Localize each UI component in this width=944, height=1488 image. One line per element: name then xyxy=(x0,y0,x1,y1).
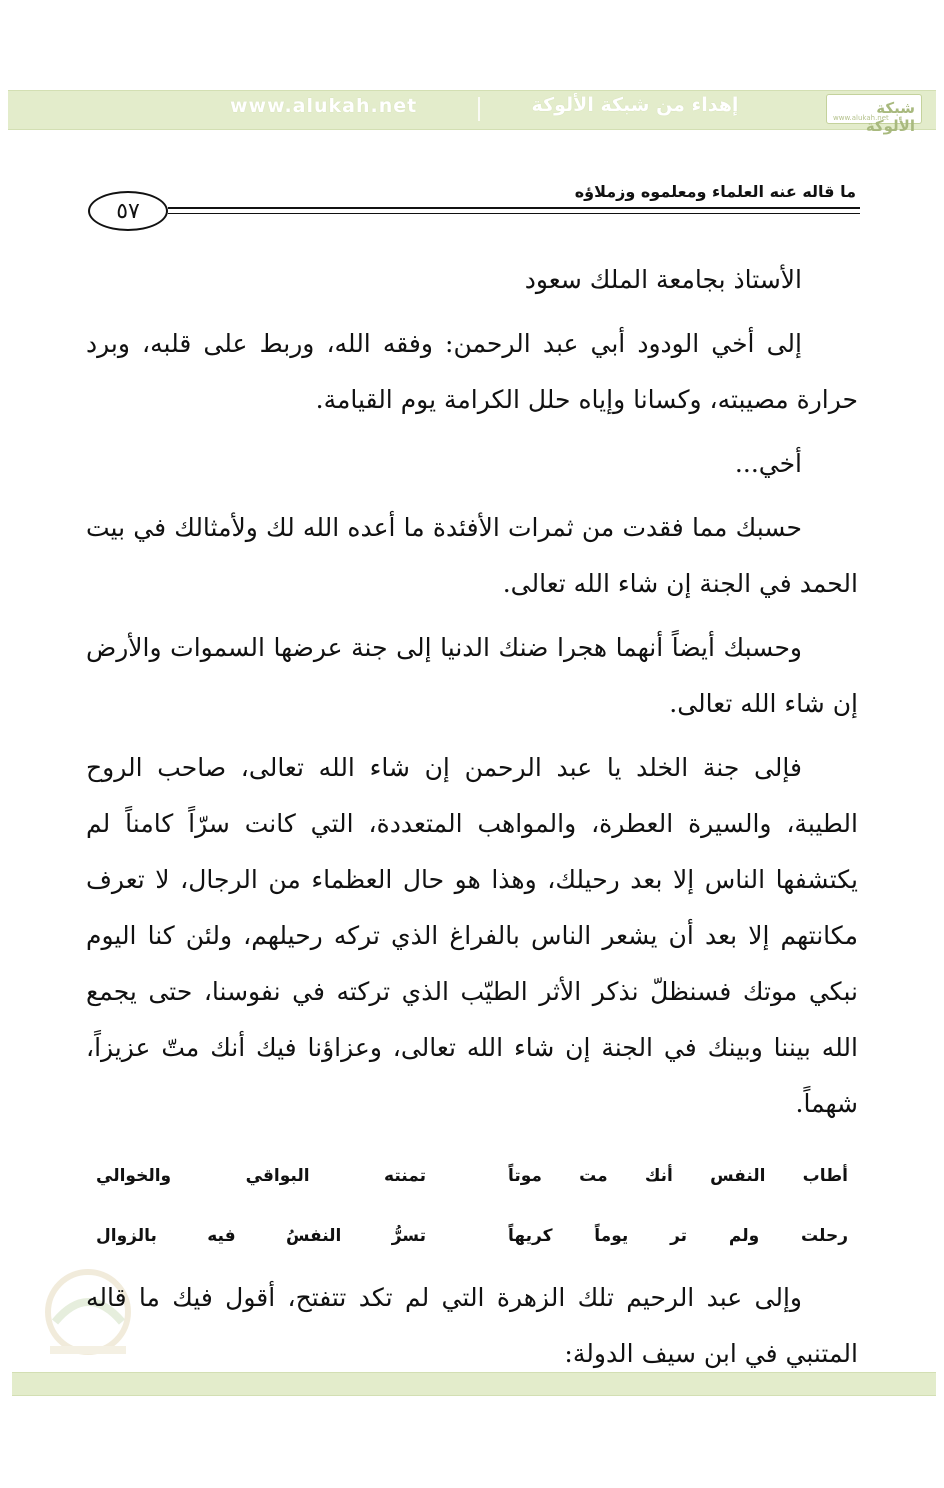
paragraph-4: حسبك مما فقدت من ثمرات الأفئدة ما أعده الله لك ولأمثالك في بيت الحمد في الجنة إن شاء الله تعالى. xyxy=(86,513,858,598)
poem-first-hemistich: أطاب النفس أنك مت موتاً xyxy=(508,1166,848,1186)
header-rule xyxy=(168,207,860,209)
header-rule-thin xyxy=(168,213,860,214)
banner-gift-text: إهداء من شبكة الألوكة xyxy=(531,94,739,116)
closing-text xyxy=(86,1270,858,1382)
page-number: ٥٧ xyxy=(88,191,168,231)
paragraph-6: فإلى جنة الخلد يا عبد الرحمن إن شاء الله تعالى، صاحب الروح الطيبة، والسيرة العطرة، والمواهب المتعددة، التي كانت سرّاً كامناً لم يكتشفها الناس إلا بعد رحيلك، وهذا هو حال العظماء من الرجال، لا تعرف مكانتهم إلا بعد أن يشعر الناس بالفراغ الذي تركه رحيلهم، ولئن كنا اليوم نبكي موتك فسنظلّ نذكر الأثر الطيّب الذي تركته في نفوسنا، حتى يجمع الله بيننا وبينك في الجنة إن شاء الله تعالى، وعزاؤنا فيك أنك متّ عزيزاً، شهماً. xyxy=(86,753,858,1118)
logo-small-url: www.alukah.net xyxy=(833,114,889,122)
top-banner xyxy=(8,90,936,135)
paragraph-1: الأستاذ بجامعة الملك سعود xyxy=(524,265,802,294)
alukah-logo xyxy=(826,94,922,135)
poem-second-hemistich: تسرُّ النفسُ فيه بالزوال xyxy=(96,1226,426,1246)
chapter-title: ما قاله عنه العلماء ومعلموه وزملاؤه xyxy=(574,182,856,201)
paragraph-2: إلى أخي الودود أبي عبد الرحمن: وفقه الله، وربط على قلبه، وبرد حرارة مصيبته، وكسانا وإياه حلل الكرامة يوم القيامة. xyxy=(86,329,858,414)
paragraph-7: وإلى عبد الرحيم تلك الزهرة التي لم تكد تتفتح، أقول فيك ما قاله المتنبي في ابن سيف الدولة: xyxy=(86,1283,858,1368)
poem-first-hemistich: رحلت ولم تر يوماً كريهاً xyxy=(508,1226,848,1246)
bottom-banner xyxy=(12,1372,936,1396)
poem-second-hemistich: تمنته البواقي والخوالي xyxy=(96,1166,426,1186)
logo-text: شبكة الألوكة xyxy=(865,99,915,135)
banner-separator xyxy=(478,97,480,121)
paragraph-3: أخي... xyxy=(734,449,802,478)
poem-verse xyxy=(96,1226,848,1256)
body-text xyxy=(86,252,858,1140)
poem-verse xyxy=(96,1166,848,1196)
paragraph-5: وحسبك أيضاً أنهما هجرا ضنك الدنيا إلى جنة عرضها السموات والأرض إن شاء الله تعالى. xyxy=(86,633,858,718)
banner-url: www.alukah.net xyxy=(230,95,418,117)
